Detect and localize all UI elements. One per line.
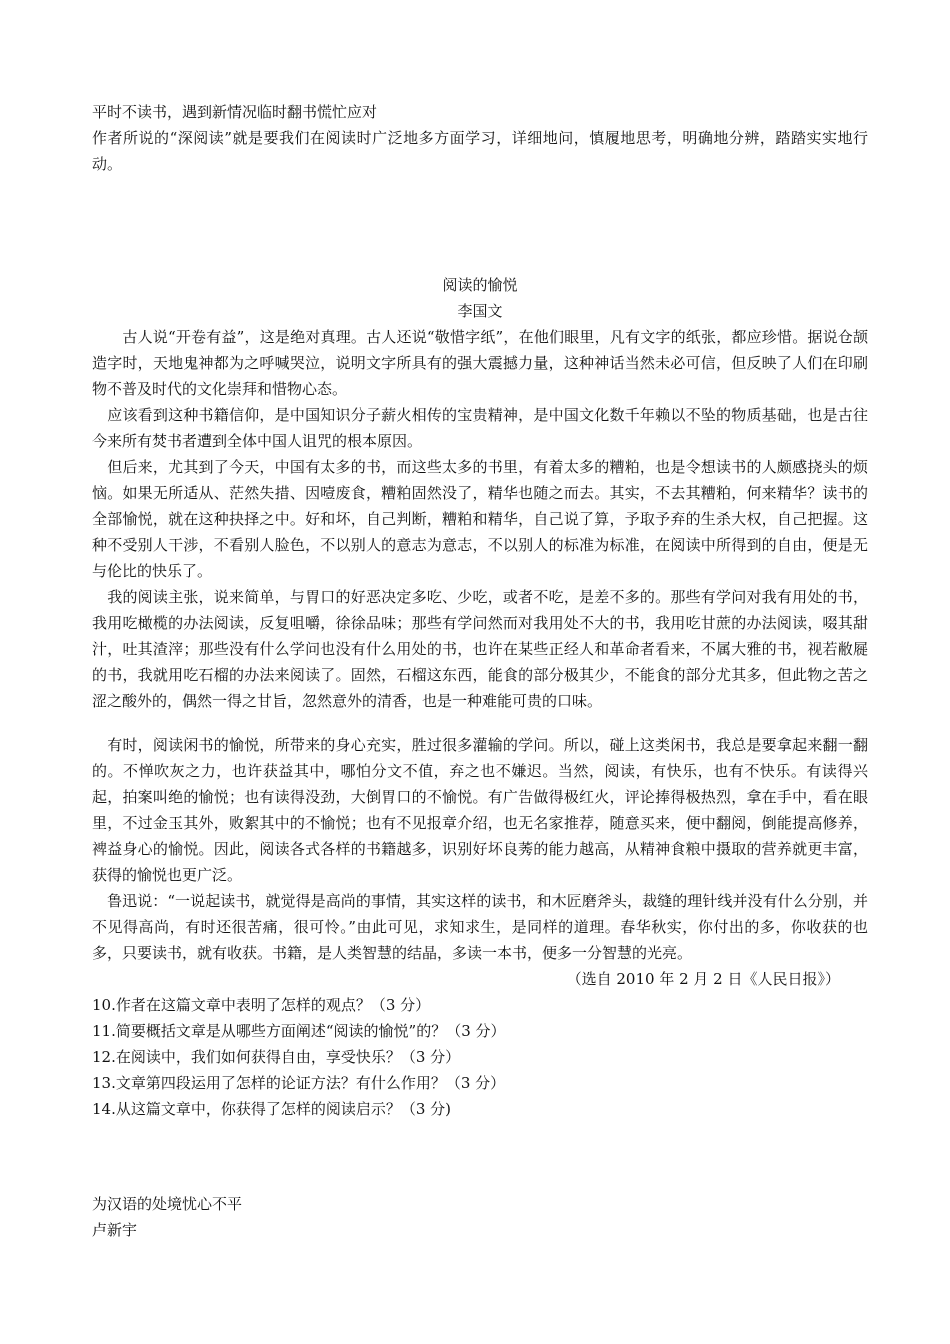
article-paragraph-1: 古人说“开卷有益”，这是绝对真理。古人还说“敬惜字纸”，在他们眼里，凡有文字的纸张，都应珍惜。据说仓颉造字时，天地鬼神都为之呼喊哭泣，说明文字所具有的强大震撼力量，这种神话当然未必可信，但反映了人们在印刷物不普及时代的文化崇拜和惜物心态。 [92, 328, 868, 398]
article-author: 李国文 [457, 302, 503, 320]
article-paragraph-3: 但后来，尤其到了今天，中国有太多的书，而这些太多的书里，有着太多的糟粕，也是令想读书的人颇感挠头的烦恼。如果无所适从、茫然失措、因噎废食，糟粕固然没了，精华也随之而去。其实，不去其糟粕，何来精华？读书的全部愉悦，就在这种抉择之中。好和坏，自己判断，糟粕和精华，自己说了算，予取予弃的生杀大权，自己把握。这种不受别人干涉，不看别人脸色，不以别人的意志为意志，不以别人的标准为标准，在阅读中所得到的自由，便是无与伦比的快乐了。 [92, 458, 868, 580]
article-paragraph-4: 我的阅读主张，说来简单，与胃口的好恶决定多吃、少吃，或者不吃，是差不多的。那些有学问对我有用处的书，我用吃橄榄的办法阅读，反复咀嚼，徐徐品味；那些有学问然而对我用处不大的书，我用吃甘蔗的办法阅读，啜其甜汁，吐其渣滓；那些没有什么学问也没有什么用处的书，也许在某些正经人和革命者看来，不属大雅的书，视若敝屣的书，我就用吃石榴的办法来阅读了。固然，石榴这东西，能食的部分极其少，不能食的部分尤其多，但此物之苦之涩之酸外的，偶然一得之甘旨，忽然意外的清香，也是一种难能可贵的口味。 [92, 588, 868, 710]
article-source: （选自 2010 年 2 月 2 日《人民日报》） [566, 970, 840, 988]
next-article-block [92, 1191, 868, 1243]
top-answer-block [92, 99, 868, 177]
top-line-1: 平时不读书，遇到新情况临时翻书慌忙应对 [92, 103, 378, 121]
paragraph-gap [92, 714, 868, 732]
article-block [92, 272, 868, 1122]
question-13: 13.文章第四段运用了怎样的论证方法？有什么作用？（3 分） [92, 1074, 506, 1092]
question-14: 14.从这篇文章中，你获得了怎样的阅读启示？（3 分) [92, 1100, 452, 1118]
next-article-author: 卢新宇 [92, 1221, 138, 1239]
article-paragraph-5: 有时，阅读闲书的愉悦，所带来的身心充实，胜过很多灌输的学问。所以，碰上这类闲书，我总是要拿起来翻一翻的。不惮吹灰之力，也许获益其中，哪怕分文不值，弃之也不嫌迟。当然，阅读，有快乐，也有不快乐。有读得兴起，拍案叫绝的愉悦；也有读得没劲，大倒胃口的不愉悦。有广告做得极红火，评论捧得极热烈，拿在手中，看在眼里，不过金玉其外，败絮其中的不愉悦；也有不见报章介绍，也无名家推荐，随意买来，便中翻阅，倒能提高修养，裨益身心的愉悦。因此，阅读各式各样的书籍越多，识别好坏良莠的能力越高，从精神食粮中摄取的营养就更丰富，获得的愉悦也更广泛。 [92, 736, 868, 884]
question-12: 12.在阅读中，我们如何获得自由，享受快乐？（3 分） [92, 1048, 461, 1066]
question-10: 10.作者在这篇文章中表明了怎样的观点？（3 分） [92, 996, 431, 1014]
article-paragraph-6: 鲁迅说：“一说起读书，就觉得是高尚的事情，其实这样的读书，和木匠磨斧头，裁缝的理针线并没有什么分别，并不见得高尚，有时还很苦痛，很可怜。”由此可见，求知求生，是同样的道理。春华秋实，你付出的多，你收获的也多，只要读书，就有收获。书籍，是人类智慧的结晶，多读一本书，便多一分智慧的光亮。 [92, 892, 868, 962]
question-11: 11.简要概括文章是从哪些方面阐述“阅读的愉悦”的？（3 分） [92, 1022, 506, 1040]
article-title: 阅读的愉悦 [442, 276, 518, 294]
top-line-2: 作者所说的“深阅读”就是要我们在阅读时广泛地多方面学习，详细地问，慎履地思考，明确地分辨，踏踏实实地行动。 [92, 129, 868, 173]
next-article-title: 为汉语的处境忧心不平 [92, 1195, 243, 1213]
article-paragraph-2: 应该看到这种书籍信仰，是中国知识分子薪火相传的宝贵精神，是中国文化数千年赖以不坠的物质基础，也是古往今来所有焚书者遭到全体中国人诅咒的根本原因。 [92, 406, 868, 450]
